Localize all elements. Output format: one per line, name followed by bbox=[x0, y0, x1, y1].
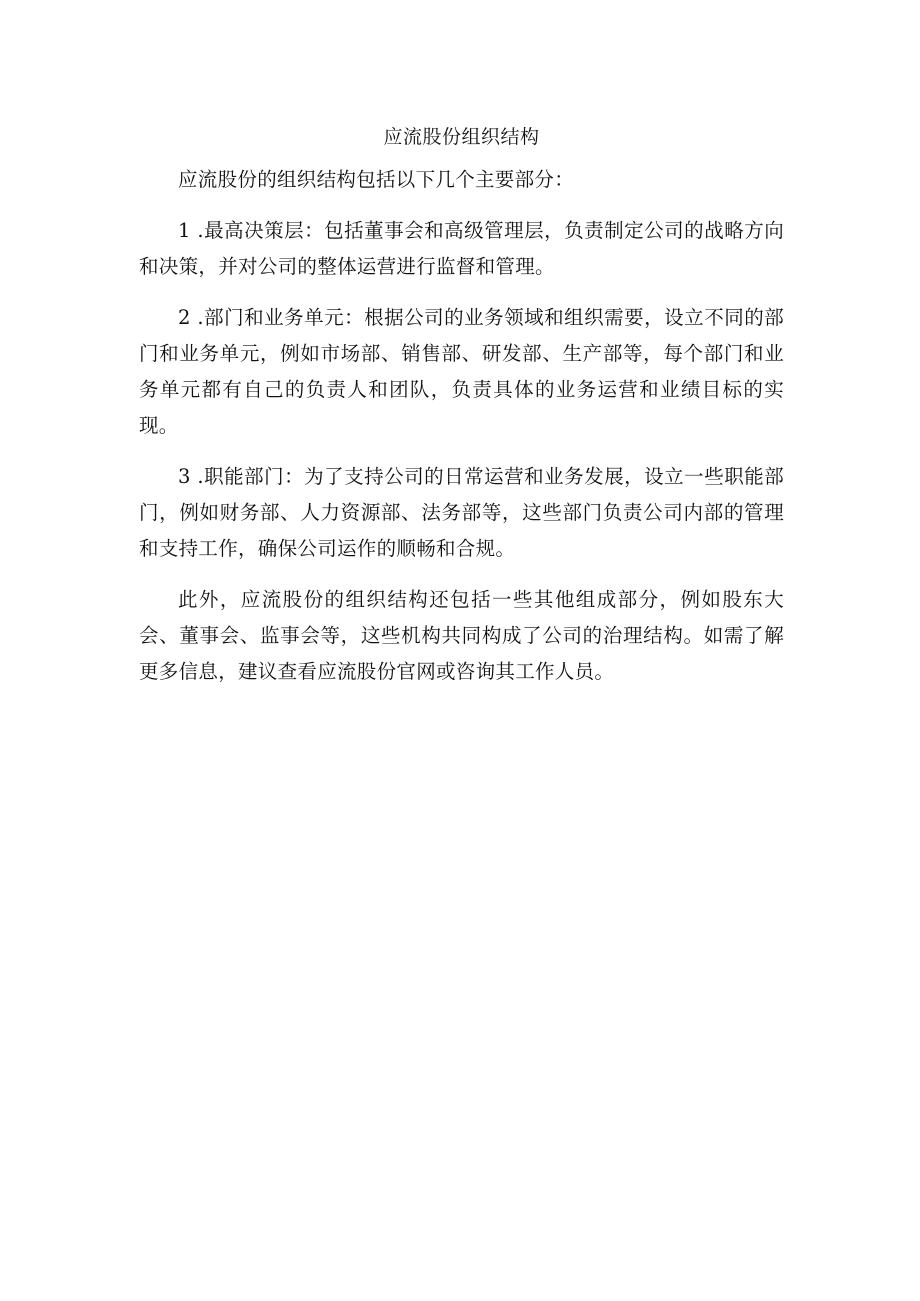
closing-paragraph: 此外，应流股份的组织结构还包括一些其他组成部分，例如股东大会、董事会、监事会等，这些机构共同构成了公司的治理结构。如需了解更多信息，建议查看应流股份官网或咨询其工作人员。 bbox=[139, 588, 784, 683]
paragraph-business-units: 2 .部门和业务单元：根据公司的业务领域和组织需要，设立不同的部门和业务单元，例如市场部、销售部、研发部、生产部等，每个部门和业务单元都有自己的负责人和团队，负责具体的业务运营和业绩目标的实现。 bbox=[139, 306, 784, 437]
document-body bbox=[139, 118, 784, 705]
document-title: 应流股份组织结构 bbox=[383, 126, 540, 148]
paragraph-decision-layer: 1 .最高决策层：包括董事会和高级管理层，负责制定公司的战略方向和决策，并对公司的整体运营进行监督和管理。 bbox=[139, 219, 784, 278]
intro-paragraph: 应流股份的组织结构包括以下几个主要部分： bbox=[178, 168, 575, 191]
paragraph-functional-departments: 3 .职能部门：为了支持公司的日常运营和业务发展，设立一些职能部门，例如财务部、人力资源部、法务部等，这些部门负责公司内部的管理和支持工作，确保公司运作的顺畅和合规。 bbox=[139, 465, 784, 560]
